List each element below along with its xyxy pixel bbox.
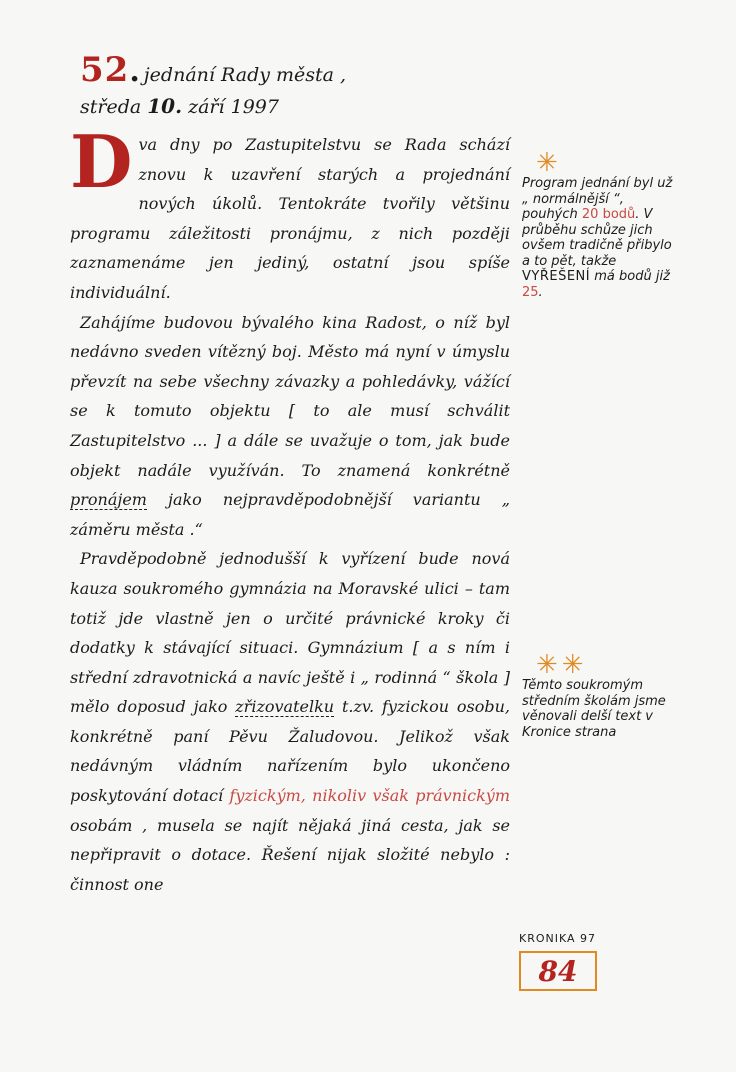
session-number: 52 — [80, 50, 130, 90]
heading-date-day: 10. — [147, 94, 183, 118]
paragraph-2-end: jako nejpravděpodobnější variantu „ záměru města .“ — [70, 490, 511, 539]
asterisk-icon: ✳ — [536, 148, 558, 178]
heading-date-rest: září 1997 — [188, 96, 279, 118]
underlined-word-zrizovatelku: zřizovatelku — [235, 697, 335, 717]
session-dot: . — [129, 54, 140, 89]
note-1-end: . — [538, 284, 543, 300]
paragraph-2-text: Zahájíme budovou bývalého kina Radost, o níž byl nedávno sveden vítězný boj. Město má nyní v úmyslu převzít na sebe všechny závazky a pohledávky, vážící se k tomuto objektu [ to ale musí schválit Zastupitelstvo ... ] a dále se uvažuje o tom, jak bude objekt nadále využíván. To znamená konkrétně — [70, 312, 510, 480]
page-number: 84 — [538, 954, 578, 988]
note-1-text-b: . V průběhu schůze jich ovšem tradičně přibylo a to pět, takže — [522, 207, 672, 269]
margin-note-1 — [522, 150, 682, 300]
margin-note-1-text — [522, 176, 682, 300]
underlined-word-pronajem: pronájem — [70, 490, 147, 510]
paragraph-3-text-a: Pravděpodobně jednodušší k vyřízení bude nová kauza soukromého gymnázia na Moravské ulici – tam totiž jde vlastně jen o určité právnické kroky či dodatky k stávající situaci. Gymnázium [ a s ním i střední zdravotnická a navíc ještě i „ rodinná “ škola ] mělo doposud jako — [70, 549, 510, 717]
margin-note-2-text: Těmto soukromým středním školám jsme věnovali delší text v Kronice strana — [522, 678, 666, 740]
dropcap: D — [70, 119, 133, 204]
heading-title: jednání Rady města , — [143, 64, 347, 86]
chronicle-label: KRONIKA 97 — [519, 932, 597, 945]
paragraph-1 — [70, 119, 510, 308]
page-heading — [80, 50, 346, 118]
red-highlight-text: fyzickým, nikoliv však právnickým — [229, 786, 511, 806]
heading-weekday: středa — [80, 96, 142, 118]
double-asterisk-icon: ✳✳ — [536, 650, 588, 680]
heading-date-line — [80, 94, 346, 118]
paragraph-2 — [70, 308, 510, 545]
main-text — [70, 119, 511, 899]
heading-line-1 — [80, 50, 346, 90]
note-1-caps-word: VYŘEŠENÍ — [522, 269, 591, 284]
page-number-box — [519, 951, 597, 991]
paragraph-3-text-c: osobám , musela se najít nějaká jiná cesta, jak se nepřipravit o dotace. Řešení nijak složité nebylo : činnost one — [70, 815, 510, 894]
note-1-text-a: Program jednání byl už „ normálnější “, pouhých — [522, 176, 673, 222]
note-1-total-count: 25 — [522, 284, 539, 300]
note-1-points-count: 20 bodů — [581, 207, 636, 222]
note-1-text-c: má bodů již — [594, 269, 670, 284]
paragraph-3 — [70, 544, 510, 899]
page-footer — [519, 932, 597, 991]
margin-note-2 — [522, 652, 682, 740]
paragraph-3-text-b: t.zv. fyzickou osobu, konkrétně paní Pěvu Žaludovou. Jelikož však nedávným vládním nařízením bylo ukončeno poskytování dotací — [70, 697, 511, 806]
paragraph-1-text: va dny po Zastupitelstvu se Rada schází znovu k uzavření starých a projednání nových úkolů. Tentokráte tvořily většinu programu záležitosti pronájmu, z nich později zaznamenáme jen jediný, ostatní jsou spíše individuální. — [70, 135, 510, 302]
